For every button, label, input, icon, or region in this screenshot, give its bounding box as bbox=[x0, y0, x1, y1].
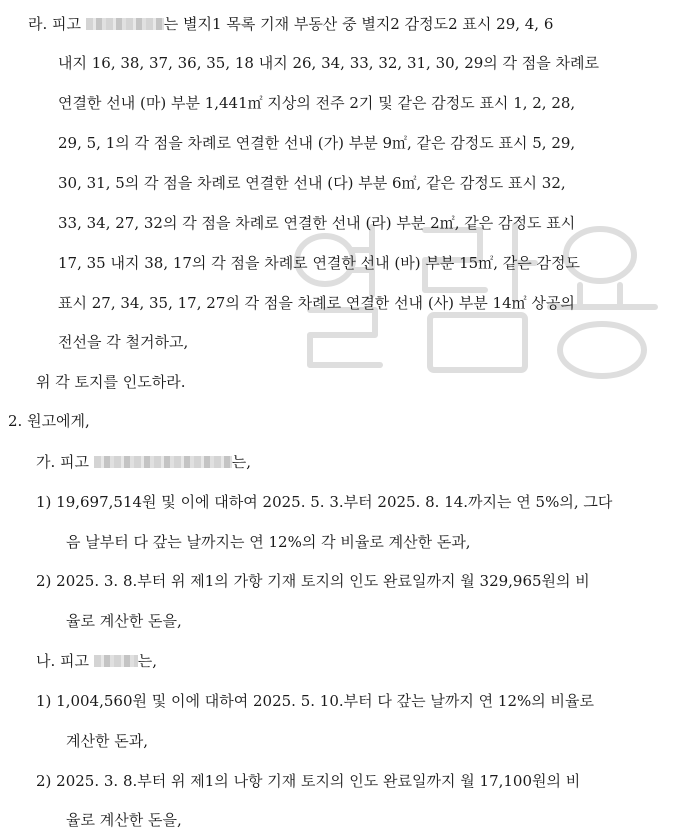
text-post: 는, bbox=[137, 652, 158, 670]
paragraph-ra-line-8: 표시 27, 34, 35, 17, 27의 각 점을 차례로 연결한 선내 (사) 부분 14㎡ 상공의 bbox=[58, 294, 575, 312]
paragraph-ra-line-6: 33, 34, 27, 32의 각 점을 차례로 연결한 선내 (라) 부분 2㎡, 같은 감정도 표시 bbox=[58, 214, 576, 232]
paragraph-ra-line-5: 30, 31, 5의 각 점을 차례로 연결한 선내 (다) 부분 6㎡, 같은 감정도 표시 32, bbox=[58, 174, 566, 192]
item-na-2-line-2: 율로 계산한 돈을, bbox=[66, 811, 182, 829]
paragraph-ra-line-9: 전선을 각 철거하고, bbox=[58, 333, 189, 351]
paragraph-ra-line-7: 17, 35 내지 38, 17의 각 점을 차례로 연결한 선내 (바) 부분 15㎡, 같은 감정도 bbox=[58, 254, 580, 272]
item-ga-1-line-2: 음 날부터 다 갚는 날까지는 연 12%의 각 비율로 계산한 돈과, bbox=[66, 533, 471, 551]
item-na-1-line-1: 1) 1,004,560원 및 이에 대하여 2025. 5. 10.부터 다 갚는 날까지 연 12%의 비율로 bbox=[36, 692, 594, 710]
paragraph-ra-line-1 bbox=[28, 14, 553, 34]
order-deliver-line: 위 각 토지를 인도하라. bbox=[36, 373, 186, 391]
item-na-1-line-2: 계산한 돈과, bbox=[66, 732, 148, 750]
item-ga-2-line-1: 2) 2025. 3. 8.부터 위 제1의 가항 기재 토지의 인도 완료일까지 월 329,965원의 비 bbox=[36, 572, 590, 590]
item-na-2-line-1: 2) 2025. 3. 8.부터 위 제1의 나항 기재 토지의 인도 완료일까지 월 17,100원의 비 bbox=[36, 772, 581, 790]
text-post: 는, bbox=[231, 453, 252, 471]
paragraph-ra-line-3: 연결한 선내 (마) 부분 1,441㎡ 지상의 전주 2기 및 같은 감정도 표시 1, 2, 28, bbox=[58, 94, 576, 112]
section-2-heading: 2. 원고에게, bbox=[8, 412, 90, 430]
redacted-name bbox=[94, 456, 232, 468]
item-ga-1-line-1: 1) 19,697,514원 및 이에 대하여 2025. 5. 3.부터 2025. 8. 14.까지는 연 5%의, 그다 bbox=[36, 493, 613, 511]
paragraph-ra-line-4: 29, 5, 1의 각 점을 차례로 연결한 선내 (가) 부분 9㎡, 같은 감정도 표시 5, 29, bbox=[58, 134, 576, 152]
text-pre: 나. 피고 bbox=[36, 652, 94, 670]
text-pre: 라. 피고 bbox=[28, 15, 86, 33]
paragraph-na-heading bbox=[36, 651, 157, 671]
text-post: 는 별지1 목록 기재 부동산 중 별지2 감정도2 표시 29, 4, 6 bbox=[163, 15, 554, 33]
redacted-name bbox=[86, 18, 164, 30]
item-ga-2-line-2: 율로 계산한 돈을, bbox=[66, 612, 182, 630]
redacted-name bbox=[94, 655, 138, 667]
paragraph-ra-line-2: 내지 16, 38, 37, 36, 35, 18 내지 26, 34, 33, 32, 31, 30, 29의 각 점을 차례로 bbox=[58, 54, 600, 72]
text-pre: 가. 피고 bbox=[36, 453, 94, 471]
paragraph-ga-heading bbox=[36, 452, 251, 472]
